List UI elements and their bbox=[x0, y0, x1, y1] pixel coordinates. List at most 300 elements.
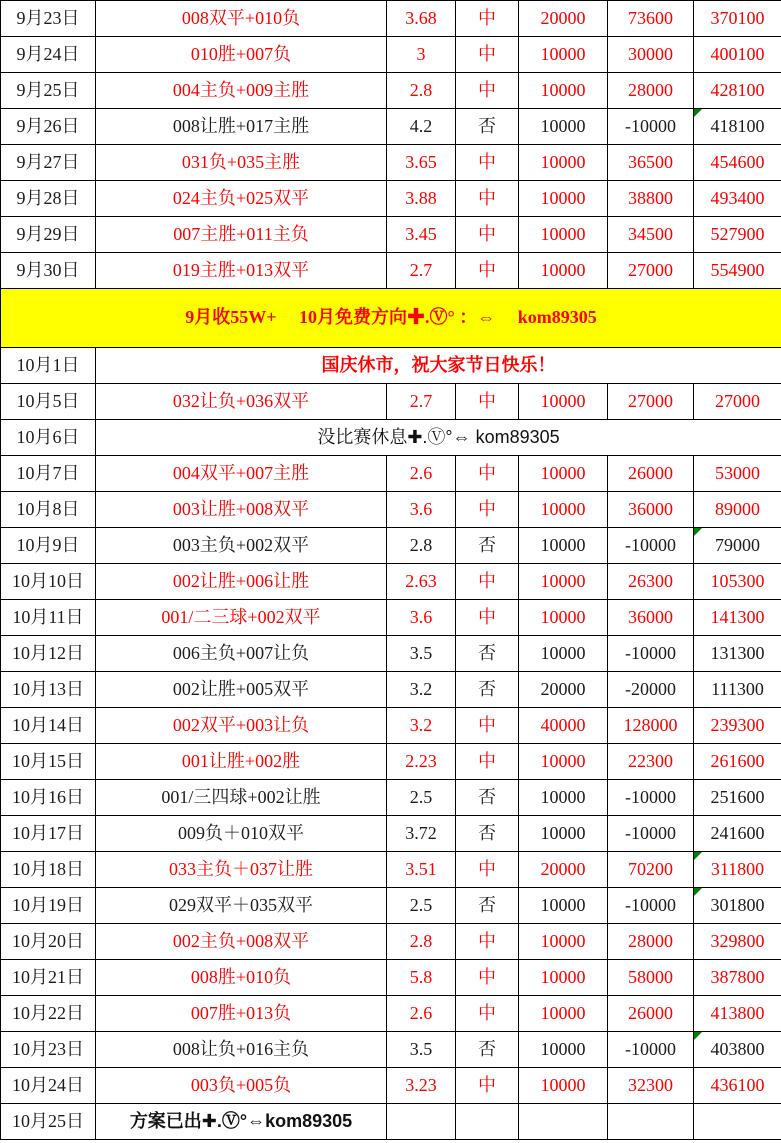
profit-cell bbox=[608, 37, 694, 73]
profit-cell-text: 32300 bbox=[628, 1074, 673, 1095]
result-cell bbox=[456, 456, 519, 492]
plan-cell-text: 007主胜+011主负 bbox=[173, 223, 309, 244]
date-cell bbox=[1, 744, 96, 780]
result-cell-text: 中 bbox=[478, 187, 496, 208]
plan-cell-text: 032让负+036双平 bbox=[172, 390, 310, 411]
bet-row bbox=[1, 1032, 781, 1068]
profit-cell-text: 26300 bbox=[628, 570, 673, 591]
profit-cell bbox=[608, 600, 694, 636]
profit-cell bbox=[608, 816, 694, 852]
result-cell bbox=[456, 384, 519, 420]
bet-row bbox=[1, 37, 781, 73]
odds-cell-text: 2.8 bbox=[409, 534, 433, 555]
result-cell-text: 否 bbox=[478, 786, 496, 807]
total-cell bbox=[694, 109, 781, 145]
result-cell bbox=[456, 492, 519, 528]
stake-cell bbox=[519, 253, 608, 289]
odds-cell-text: 3.88 bbox=[405, 187, 437, 208]
date-cell bbox=[1, 672, 96, 708]
bet-row bbox=[1, 600, 781, 636]
plan-cell-text: 008双平+010负 bbox=[181, 7, 301, 28]
stake-cell bbox=[519, 528, 608, 564]
date-cell bbox=[1, 852, 96, 888]
bet-row bbox=[1, 73, 781, 109]
date-cell bbox=[1, 109, 96, 145]
odds-cell-text: 2.8 bbox=[409, 79, 433, 100]
plan-cell-text: 004双平+007主胜 bbox=[172, 462, 310, 483]
profit-cell-text: 26000 bbox=[628, 1002, 673, 1023]
date-cell bbox=[1, 600, 96, 636]
promo-banner-text: 9月收55W+ 10月免费方向✚.Ⓥ° ：⇔ kom89305 bbox=[185, 307, 597, 328]
odds-cell bbox=[387, 528, 456, 564]
profit-cell bbox=[608, 253, 694, 289]
total-cell-text: 79000 bbox=[715, 534, 760, 555]
date-cell bbox=[1, 924, 96, 960]
odds-cell-text: 2.63 bbox=[405, 570, 437, 591]
result-cell-text: 中 bbox=[478, 858, 496, 879]
total-cell-text: 400100 bbox=[710, 43, 765, 64]
plan-cell bbox=[96, 924, 387, 960]
odds-cell-text: 3.5 bbox=[409, 642, 433, 663]
profit-cell-text: 30000 bbox=[628, 43, 673, 64]
date-cell bbox=[1, 528, 96, 564]
profit-cell-text: 73600 bbox=[628, 7, 673, 28]
stake-cell bbox=[519, 564, 608, 600]
plan-cell bbox=[96, 492, 387, 528]
profit-cell-text: 34500 bbox=[628, 223, 673, 244]
result-cell bbox=[456, 181, 519, 217]
date-cell bbox=[1, 1104, 96, 1140]
plan-cell-text: 007胜+013负 bbox=[190, 1002, 292, 1023]
odds-cell bbox=[387, 996, 456, 1032]
stake-cell bbox=[519, 780, 608, 816]
odds-cell-text: 2.6 bbox=[409, 462, 433, 483]
total-cell bbox=[694, 1068, 781, 1104]
plan-cell-text: 006主负+007让负 bbox=[172, 642, 310, 663]
date-cell-text: 9月28日 bbox=[16, 187, 80, 208]
stake-cell bbox=[519, 852, 608, 888]
date-cell-text: 10月6日 bbox=[16, 426, 80, 447]
total-cell bbox=[694, 145, 781, 181]
odds-cell bbox=[387, 672, 456, 708]
profit-cell bbox=[608, 109, 694, 145]
stake-cell-text: 20000 bbox=[540, 7, 586, 28]
stake-cell-text: 10000 bbox=[540, 930, 586, 951]
stake-cell bbox=[519, 384, 608, 420]
stake-cell-text: 10000 bbox=[540, 1038, 586, 1059]
result-cell-text: 中 bbox=[478, 151, 496, 172]
date-cell bbox=[1, 420, 96, 456]
stake-cell-text: 10000 bbox=[540, 750, 586, 771]
total-cell bbox=[694, 492, 781, 528]
odds-cell bbox=[387, 253, 456, 289]
date-cell bbox=[1, 217, 96, 253]
stake-cell-text: 10000 bbox=[540, 1074, 586, 1095]
result-cell bbox=[456, 1032, 519, 1068]
odds-cell-text: 3.6 bbox=[409, 498, 433, 519]
stake-cell-text: 10000 bbox=[540, 462, 586, 483]
odds-cell bbox=[387, 816, 456, 852]
profit-cell-text: 38800 bbox=[628, 187, 673, 208]
bet-row bbox=[1, 780, 781, 816]
odds-cell bbox=[387, 960, 456, 996]
plan-cell-text: 002让胜+005双平 bbox=[172, 678, 310, 699]
result-cell bbox=[456, 924, 519, 960]
plan-cell bbox=[96, 996, 387, 1032]
profit-cell bbox=[608, 996, 694, 1032]
result-cell bbox=[456, 780, 519, 816]
odds-cell-text: 2.23 bbox=[405, 750, 437, 771]
date-cell-text: 9月23日 bbox=[16, 7, 80, 28]
stake-cell bbox=[519, 996, 608, 1032]
date-cell bbox=[1, 456, 96, 492]
date-cell-text: 10月8日 bbox=[16, 498, 80, 519]
profit-cell-text: -10000 bbox=[625, 894, 676, 915]
result-cell-text: 否 bbox=[478, 678, 496, 699]
profit-cell-text: -10000 bbox=[625, 642, 676, 663]
result-cell bbox=[456, 253, 519, 289]
stake-cell-text: 10000 bbox=[540, 259, 586, 280]
date-cell bbox=[1, 888, 96, 924]
result-cell-text: 中 bbox=[478, 714, 496, 735]
plan-cell bbox=[96, 600, 387, 636]
total-cell-text: 111300 bbox=[711, 678, 764, 699]
date-cell bbox=[1, 816, 96, 852]
result-cell bbox=[456, 73, 519, 109]
profit-cell-text: -10000 bbox=[625, 822, 676, 843]
stake-cell-text: 10000 bbox=[540, 1002, 586, 1023]
odds-cell bbox=[387, 456, 456, 492]
profit-cell-text: 28000 bbox=[628, 79, 673, 100]
plan-cell bbox=[96, 217, 387, 253]
plan-cell bbox=[96, 384, 387, 420]
profit-cell bbox=[608, 1068, 694, 1104]
date-cell-text: 10月22日 bbox=[12, 1002, 84, 1023]
profit-cell bbox=[608, 217, 694, 253]
stake-cell-text: 20000 bbox=[540, 678, 586, 699]
plan-cell-text: 008胜+010负 bbox=[190, 966, 292, 987]
odds-cell bbox=[387, 37, 456, 73]
plan-cell bbox=[96, 37, 387, 73]
stake-cell-text: 10000 bbox=[540, 151, 586, 172]
odds-cell bbox=[387, 708, 456, 744]
result-cell-text: 中 bbox=[478, 462, 496, 483]
total-cell bbox=[694, 852, 781, 888]
odds-cell-text: 3.2 bbox=[409, 714, 433, 735]
total-cell bbox=[694, 564, 781, 600]
total-cell-text: 454600 bbox=[710, 151, 765, 172]
date-cell bbox=[1, 37, 96, 73]
profit-cell-text: 36000 bbox=[628, 498, 673, 519]
result-cell-text: 中 bbox=[478, 1074, 496, 1095]
plan-cell-text: 001/三四球+002让胜 bbox=[161, 786, 321, 807]
bet-row bbox=[1, 708, 781, 744]
total-cell-text: 554900 bbox=[710, 259, 765, 280]
bet-row bbox=[1, 744, 781, 780]
result-cell-text: 否 bbox=[478, 894, 496, 915]
odds-cell-text: 2.7 bbox=[409, 390, 433, 411]
total-cell-text: 261600 bbox=[710, 750, 765, 771]
profit-cell-text: 22300 bbox=[628, 750, 673, 771]
stake-cell bbox=[519, 73, 608, 109]
result-cell-text: 中 bbox=[478, 606, 496, 627]
total-cell bbox=[694, 181, 781, 217]
odds-cell bbox=[387, 780, 456, 816]
date-cell bbox=[1, 253, 96, 289]
profit-cell-text: 58000 bbox=[628, 966, 673, 987]
total-cell bbox=[694, 708, 781, 744]
date-cell bbox=[1, 1032, 96, 1068]
odds-cell bbox=[387, 636, 456, 672]
odds-cell-text: 3.6 bbox=[409, 606, 433, 627]
bet-row bbox=[1, 109, 781, 145]
profit-cell bbox=[608, 852, 694, 888]
stake-cell-text: 10000 bbox=[540, 606, 586, 627]
profit-cell-text: -10000 bbox=[625, 115, 676, 136]
total-cell bbox=[694, 1, 781, 37]
footer-message-cell bbox=[96, 1104, 387, 1140]
odds-cell-text: 3 bbox=[416, 43, 426, 64]
plan-cell bbox=[96, 73, 387, 109]
odds-cell-text: 3.72 bbox=[405, 822, 437, 843]
total-cell bbox=[694, 744, 781, 780]
odds-cell-text: 3.2 bbox=[409, 678, 433, 699]
stake-cell bbox=[519, 492, 608, 528]
bet-row bbox=[1, 996, 781, 1032]
plan-cell-text: 001/二三球+002双平 bbox=[161, 606, 321, 627]
date-cell-text: 10月11日 bbox=[12, 606, 84, 627]
profit-cell-text: 70200 bbox=[628, 858, 673, 879]
stake-cell bbox=[519, 888, 608, 924]
result-cell bbox=[456, 672, 519, 708]
result-cell-text: 否 bbox=[478, 1038, 496, 1059]
stake-cell-text: 10000 bbox=[540, 894, 586, 915]
odds-cell bbox=[387, 145, 456, 181]
bet-row bbox=[1, 564, 781, 600]
profit-cell-text: -20000 bbox=[625, 678, 676, 699]
date-cell-text: 10月1日 bbox=[16, 354, 80, 375]
result-cell bbox=[456, 888, 519, 924]
bet-row bbox=[1, 145, 781, 181]
result-cell-text: 中 bbox=[478, 750, 496, 771]
profit-cell-text: -10000 bbox=[625, 786, 676, 807]
date-cell bbox=[1, 145, 96, 181]
stake-cell bbox=[519, 744, 608, 780]
profit-cell bbox=[608, 145, 694, 181]
profit-cell-text: 128000 bbox=[623, 714, 678, 735]
odds-cell bbox=[387, 600, 456, 636]
profit-cell bbox=[608, 744, 694, 780]
notice-cell bbox=[96, 420, 781, 456]
notice-cell-text: 国庆休市，祝大家节日快乐！ bbox=[321, 354, 556, 375]
stake-cell-text: 10000 bbox=[540, 390, 586, 411]
result-cell bbox=[456, 960, 519, 996]
total-cell bbox=[694, 996, 781, 1032]
stake-cell bbox=[519, 816, 608, 852]
odds-cell-text: 2.6 bbox=[409, 1002, 433, 1023]
stake-cell bbox=[519, 960, 608, 996]
date-cell-text: 10月13日 bbox=[12, 678, 84, 699]
plan-cell bbox=[96, 456, 387, 492]
date-cell bbox=[1, 73, 96, 109]
profit-cell bbox=[608, 888, 694, 924]
bet-row bbox=[1, 924, 781, 960]
result-cell bbox=[456, 37, 519, 73]
notice-cell-text: 没比赛休息✚.Ⓥ°⇔ kom89305 bbox=[317, 426, 560, 447]
stake-cell-text: 10000 bbox=[540, 822, 586, 843]
date-cell-text: 10月15日 bbox=[12, 750, 84, 771]
date-cell bbox=[1, 348, 96, 384]
plan-cell-text: 004主负+009主胜 bbox=[172, 79, 310, 100]
result-cell bbox=[456, 1068, 519, 1104]
bet-row bbox=[1, 672, 781, 708]
stake-cell bbox=[519, 600, 608, 636]
profit-cell bbox=[608, 181, 694, 217]
total-cell-text: 301800 bbox=[710, 894, 765, 915]
plan-cell bbox=[96, 960, 387, 996]
plan-cell bbox=[96, 1068, 387, 1104]
total-cell bbox=[694, 73, 781, 109]
plan-cell bbox=[96, 816, 387, 852]
rest-notice-row bbox=[1, 420, 781, 456]
date-cell bbox=[1, 492, 96, 528]
total-cell-text: 27000 bbox=[715, 390, 760, 411]
profit-cell bbox=[608, 708, 694, 744]
total-cell bbox=[694, 528, 781, 564]
result-cell-text: 中 bbox=[478, 259, 496, 280]
stake-cell-text: 10000 bbox=[540, 498, 586, 519]
plan-cell bbox=[96, 636, 387, 672]
bet-row bbox=[1, 492, 781, 528]
result-cell-text: 中 bbox=[478, 223, 496, 244]
date-cell-text: 9月29日 bbox=[16, 223, 80, 244]
date-cell bbox=[1, 384, 96, 420]
odds-cell bbox=[387, 888, 456, 924]
result-cell bbox=[456, 528, 519, 564]
plan-cell-text: 002双平+003让负 bbox=[172, 714, 310, 735]
date-cell-text: 9月30日 bbox=[16, 259, 80, 280]
plan-cell bbox=[96, 708, 387, 744]
result-cell bbox=[456, 744, 519, 780]
profit-cell bbox=[608, 924, 694, 960]
plan-cell-text: 003负+005负 bbox=[190, 1074, 292, 1095]
plan-cell bbox=[96, 181, 387, 217]
result-cell bbox=[456, 852, 519, 888]
result-cell-text: 中 bbox=[478, 1002, 496, 1023]
profit-cell-text: 36000 bbox=[628, 606, 673, 627]
date-cell-text: 9月26日 bbox=[16, 115, 80, 136]
odds-cell-text: 2.5 bbox=[409, 894, 433, 915]
stake-cell bbox=[519, 708, 608, 744]
empty-cell bbox=[519, 1104, 608, 1140]
green-corner-marker-icon bbox=[694, 528, 702, 536]
total-cell bbox=[694, 1032, 781, 1068]
bet-row bbox=[1, 456, 781, 492]
stake-cell bbox=[519, 217, 608, 253]
plan-cell-text: 008让负+016主负 bbox=[172, 1038, 310, 1059]
profit-cell bbox=[608, 564, 694, 600]
total-cell bbox=[694, 37, 781, 73]
total-cell-text: 418100 bbox=[710, 115, 765, 136]
date-cell-text: 10月5日 bbox=[16, 390, 80, 411]
plan-cell bbox=[96, 852, 387, 888]
date-cell-text: 10月17日 bbox=[12, 822, 84, 843]
plan-cell-text: 031负+035主胜 bbox=[181, 151, 301, 172]
result-cell-text: 中 bbox=[478, 570, 496, 591]
plan-cell-text: 010胜+007负 bbox=[190, 43, 292, 64]
bet-row bbox=[1, 960, 781, 996]
holiday-notice-row bbox=[1, 348, 781, 384]
total-cell bbox=[694, 600, 781, 636]
odds-cell-text: 2.7 bbox=[409, 259, 433, 280]
date-cell-text: 10月25日 bbox=[12, 1110, 84, 1131]
odds-cell bbox=[387, 492, 456, 528]
promo-banner bbox=[1, 289, 781, 348]
profit-cell-text: 27000 bbox=[628, 259, 673, 280]
profit-cell bbox=[608, 960, 694, 996]
green-corner-marker-icon bbox=[694, 852, 702, 860]
total-cell-text: 436100 bbox=[710, 1074, 765, 1095]
odds-cell-text: 3.45 bbox=[405, 223, 437, 244]
date-cell-text: 9月25日 bbox=[16, 79, 80, 100]
stake-cell bbox=[519, 109, 608, 145]
stake-cell bbox=[519, 145, 608, 181]
odds-cell-text: 3.5 bbox=[409, 1038, 433, 1059]
total-cell-text: 387800 bbox=[710, 966, 765, 987]
date-cell bbox=[1, 1068, 96, 1104]
total-cell-text: 403800 bbox=[710, 1038, 765, 1059]
total-cell bbox=[694, 636, 781, 672]
result-cell bbox=[456, 109, 519, 145]
date-cell bbox=[1, 996, 96, 1032]
total-cell bbox=[694, 253, 781, 289]
total-cell-text: 239300 bbox=[710, 714, 765, 735]
stake-cell bbox=[519, 1068, 608, 1104]
plan-cell-text: 003主负+002双平 bbox=[172, 534, 310, 555]
stake-cell-text: 10000 bbox=[540, 79, 586, 100]
date-cell bbox=[1, 181, 96, 217]
plan-cell-text: 001让胜+002胜 bbox=[181, 750, 301, 771]
date-cell-text: 9月27日 bbox=[16, 151, 80, 172]
total-cell-text: 105300 bbox=[710, 570, 765, 591]
plan-cell-text: 002让胜+006让胜 bbox=[172, 570, 310, 591]
odds-cell bbox=[387, 1032, 456, 1068]
footer-message-cell-text: 方案已出✚.Ⓥ°⇔kom89305 bbox=[129, 1110, 353, 1131]
profit-cell bbox=[608, 384, 694, 420]
profit-cell-text: 28000 bbox=[628, 930, 673, 951]
odds-cell bbox=[387, 1, 456, 37]
plan-cell-text: 024主负+025双平 bbox=[172, 187, 310, 208]
profit-cell bbox=[608, 492, 694, 528]
total-cell bbox=[694, 384, 781, 420]
plan-cell bbox=[96, 145, 387, 181]
date-cell-text: 9月24日 bbox=[16, 43, 80, 64]
profit-cell-text: 27000 bbox=[628, 390, 673, 411]
stake-cell-text: 10000 bbox=[540, 786, 586, 807]
total-cell-text: 428100 bbox=[710, 79, 765, 100]
plan-cell bbox=[96, 564, 387, 600]
stake-cell bbox=[519, 924, 608, 960]
bet-row bbox=[1, 816, 781, 852]
profit-cell bbox=[608, 636, 694, 672]
profit-cell bbox=[608, 672, 694, 708]
result-cell-text: 否 bbox=[478, 534, 496, 555]
plan-cell bbox=[96, 528, 387, 564]
odds-cell bbox=[387, 564, 456, 600]
total-cell-text: 493400 bbox=[710, 187, 765, 208]
stake-cell-text: 10000 bbox=[540, 43, 586, 64]
stake-cell bbox=[519, 1032, 608, 1068]
